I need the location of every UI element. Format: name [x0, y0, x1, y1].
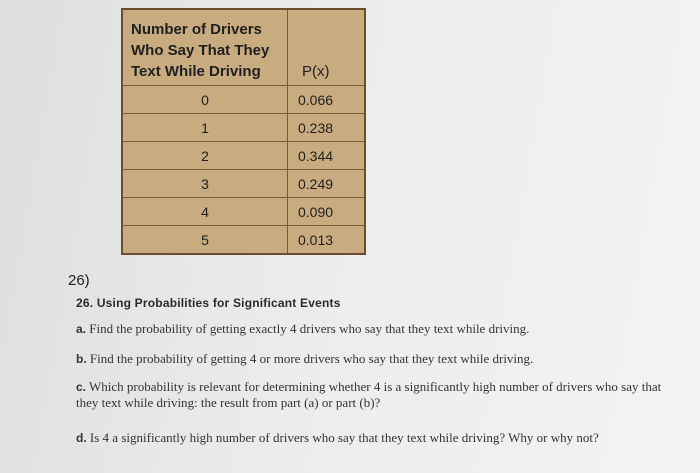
table-row	[122, 86, 365, 114]
probability-table	[121, 8, 366, 255]
cell-x: 0	[122, 86, 288, 114]
table-row	[122, 142, 365, 170]
item-label: a.	[76, 322, 87, 336]
column-header-drivers: Number of Drivers Who Say That They Text While Driving	[122, 9, 288, 86]
table-row	[122, 170, 365, 198]
table-row	[122, 198, 365, 226]
cell-x: 1	[122, 114, 288, 142]
question-item-b	[76, 351, 676, 367]
cell-x: 4	[122, 198, 288, 226]
cell-x: 3	[122, 170, 288, 198]
item-text: Which probability is relevant for determining whether 4 is a significantly high number of drivers who say that they text while driving: the result from part (a) or part (b)?	[76, 379, 662, 410]
cell-p: 0.249	[288, 170, 366, 198]
question-item-c	[76, 379, 676, 411]
table-row	[122, 114, 365, 142]
item-text: Is 4 a significantly high number of drivers who say that they text while driving? Why or why not?	[89, 430, 599, 445]
item-text: Find the probability of getting 4 or more drivers who say that they text while driving.	[89, 351, 534, 366]
question-item-d	[76, 430, 676, 446]
item-label: b.	[76, 352, 87, 366]
cell-p: 0.238	[288, 114, 366, 142]
cell-p: 0.344	[288, 142, 366, 170]
question-title: 26. Using Probabilities for Significant Events	[76, 296, 341, 310]
column-header-probability: P(x)	[288, 9, 366, 86]
cell-p: 0.066	[288, 86, 366, 114]
cell-p: 0.013	[288, 226, 366, 255]
question-number: 26)	[68, 272, 90, 289]
item-label: c.	[76, 380, 87, 394]
table-row	[122, 226, 365, 255]
item-text: Find the probability of getting exactly 4 drivers who say that they text while driving.	[89, 321, 530, 336]
cell-p: 0.090	[288, 198, 366, 226]
cell-x: 5	[122, 226, 288, 255]
cell-x: 2	[122, 142, 288, 170]
table-header-row	[122, 9, 365, 86]
question-item-a	[76, 321, 676, 337]
item-label: d.	[76, 431, 87, 445]
